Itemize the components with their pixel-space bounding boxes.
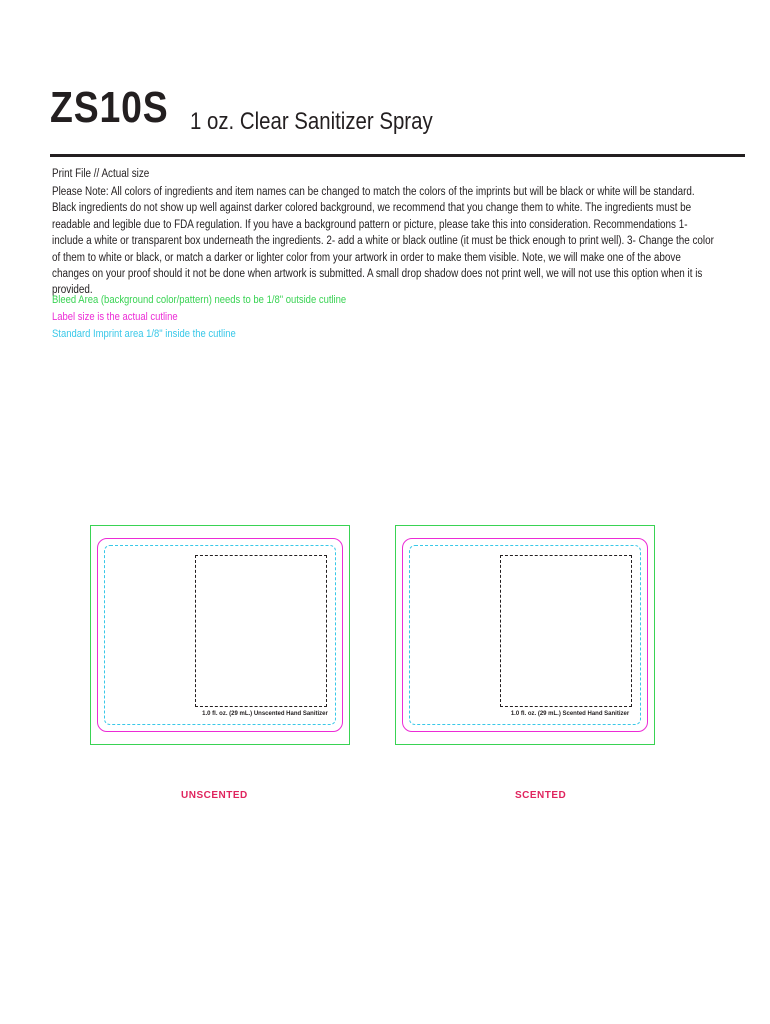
please-note-paragraph: Please Note: All colors of ingredients and item names can be changed to match the colors of the imprints but will be black or white will be standard. Black ingredients do not show up well against darker colored background, we recommend that you change them to white. The ingredients must be readable and legible due to FDA regulation. If you have a background pattern or picture, please take this into consideration. Recommendations 1- include a white or transparent box underneath the ingredients. 2- add a white or black outline (it must be thick enough to print well). 3- Change the color of them to white or black, or match a darker or lighter color from your artwork in order to make them visible. Note, we will make one of the above changes on your proof should it not be done when artwork is submitted. A small drop shadow does not print well, we will not use this option when it is provided. (52, 186, 714, 297)
artwork-area (500, 555, 632, 707)
product-code: ZS10S (50, 83, 169, 132)
product-title: 1 oz. Clear Sanitizer Spray (190, 108, 433, 135)
drug-facts-text-line (115, 549, 120, 715)
header-rule (50, 154, 745, 157)
scented-label-template (395, 525, 655, 745)
artwork-area (195, 555, 327, 707)
product-line: 1.0 fl. oz. (29 mL.) Unscented Hand Sanitizer (202, 711, 328, 717)
unscented-caption: UNSCENTED (181, 790, 248, 801)
drug-facts-text-line (413, 549, 418, 715)
legend-bleed-area: Bleed Area (background color/pattern) needs to be 1/8" outside cutline (52, 294, 347, 306)
scented-caption: SCENTED (515, 790, 567, 801)
product-line: 1.0 fl. oz. (29 mL.) Scented Hand Sanitizer (510, 711, 630, 717)
legend-imprint-area: Standard Imprint area 1/8" inside the cutline (52, 328, 236, 340)
drug-facts-text-line (420, 549, 425, 715)
legend-label-size: Label size is the actual cutline (52, 311, 178, 323)
drug-facts-panel (413, 549, 493, 715)
drug-facts-panel (108, 549, 188, 715)
unscented-label-template (90, 525, 350, 745)
print-file-heading: Print File // Actual size (52, 168, 150, 180)
drug-facts-text-line (108, 549, 113, 715)
